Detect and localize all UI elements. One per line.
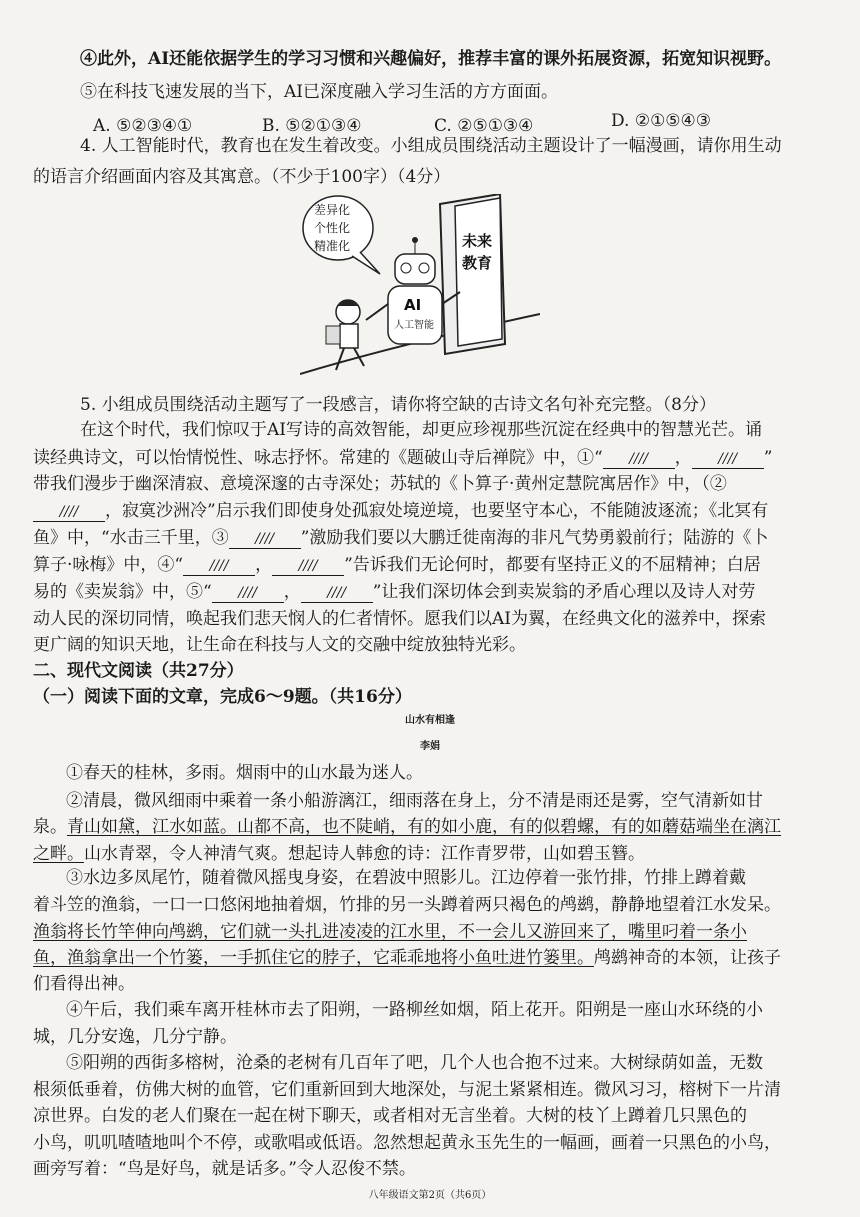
section-heading: 二、现代文阅读（共27分） xyxy=(33,661,244,681)
q3-option-b: B. ⑤②①③④ xyxy=(262,116,362,136)
q4-prompt-line2: 的语言介绍画面内容及其寓意。（不少于100字）（4分） xyxy=(33,167,451,187)
blank-5a[interactable]: //// xyxy=(212,584,284,603)
para-4-line-1: ④午后，我们乘车离开桂林市去了阳朔，一路柳丝如烟，陌上花开。阳朔是一座山水环绕的小 xyxy=(66,1000,763,1020)
q5-line-5: 鱼》中，“水击三千里，③ //// ”激励我们要以大鹏迁徙南海的非凡气势勇毅前行；陆游的《卜 xyxy=(33,528,769,548)
para-5-line-1: ⑤阳朔的西街多榕树，沧桑的老树有几百年了吧，几个人也合抱不过来。大树绿荫如盖，无数 xyxy=(66,1053,763,1073)
para-3-line-1: ③水边多凤尾竹，随着微风摇曳身姿，在碧波中照影儿。江边停着一张竹排，竹排上蹲着戴 xyxy=(66,868,746,888)
education-cartoon xyxy=(300,194,540,388)
door xyxy=(455,198,502,346)
q5-line-9: 更广阔的知识天地，让生命在科技与人文的交融中绽放独特光彩。 xyxy=(33,635,526,655)
blank-2[interactable]: //// xyxy=(33,503,105,522)
door-text-1: 未来 xyxy=(462,232,493,250)
section-subheading: （一）阅读下面的文章，完成6～9题。（共16分） xyxy=(33,687,412,707)
robot-badge: AI xyxy=(404,296,422,314)
q5-prompt: 5. 小组成员围绕活动主题写了一段感言，请你将空缺的古诗文名句补充完整。（8分） xyxy=(80,395,716,415)
bubble-line-3: 精准化 xyxy=(314,239,351,253)
robot-caption: 人工智能 xyxy=(394,320,434,331)
blank-1a[interactable]: //// xyxy=(603,450,675,469)
q3-option-c: C. ②⑤①③④ xyxy=(434,116,534,136)
blank-3[interactable]: //// xyxy=(229,530,301,549)
para-3-line-4: 鱼，渔翁拿出一个竹篓，一手抓住它的脖子，它乖乖地将小鱼吐进竹篓里。鸬鹚神奇的本领，让孩子 xyxy=(33,948,781,968)
q3-option-d: D. ②①⑤④③ xyxy=(611,111,712,131)
para-5-line-3: 凉世界。白发的老人们聚在一起在树下聊天，或者相对无言坐着。大树的枝丫上蹲着几只黑色的 xyxy=(33,1106,747,1126)
para-5-line-4: 小鸟，叽叽喳喳地叫个不停，或歌唱或低语。忽然想起黄永玉先生的一幅画，画着一只黑色的小鸟， xyxy=(33,1133,781,1153)
bleed-through xyxy=(30,225,217,250)
q5-line-3: 带我们漫步于幽深清寂、意境深邃的古寺深处；苏轼的《卜算子·黄州定慧院寓居作》中，（② xyxy=(33,474,727,494)
student-figure xyxy=(326,300,364,370)
para-2-line-3: 之畔。山水青翠，令人神清气爽。想起诗人韩愈的诗：江作青罗带，山如碧玉簪。 xyxy=(33,844,645,864)
para-3-line-5: 们看得出神。 xyxy=(33,974,135,994)
q5-line-8: 动人民的深切同情，唤起我们悲天悯人的仁者情怀。愿我们以AI为翼，在经典文化的滋养中，探索 xyxy=(33,609,766,629)
blank-5b[interactable]: //// xyxy=(301,584,373,603)
para-5-line-5: 画旁写着：“鸟是好鸟，就是话多。”令人忍俊不禁。 xyxy=(33,1159,416,1179)
bubble-line-2: 个性化 xyxy=(314,221,351,235)
para-2-line-1: ②清晨，微风细雨中乘着一条小船游漓江，细雨落在身上，分不清是雨还是雾，空气清新如甘 xyxy=(66,791,763,811)
q3-item-4: ④此外，AI还能依据学生的学习习惯和兴趣偏好，推荐丰富的课外拓展资源，拓宽知识视野。 xyxy=(80,49,782,69)
para-3-line-3: 渔翁将长竹竿伸向鸬鹚，它们就一头扎进凌凌的江水里，不一会儿又游回来了，嘴里叼着一条小 xyxy=(33,922,747,942)
blank-4a[interactable]: //// xyxy=(183,557,255,576)
q5-line-6: 算子·咏梅》中，④“ //// ， //// ”告诉我们无论何时，都要有坚持正义的不屈精神；白居 xyxy=(33,555,761,575)
q5-line-1: 在这个时代，我们惊叹于AI写诗的高效智能，却更应珍视那些沉淀在经典中的智慧光芒。诵 xyxy=(80,420,762,440)
blank-4b[interactable]: //// xyxy=(272,557,344,576)
article-title: 山水有相逢 xyxy=(405,715,455,726)
q5-line-4: //// ，寂寞沙洲冷”启示我们即使身处孤寂处境逆境，也要坚守本心，不能随波逐流；《北冥有 xyxy=(33,499,768,523)
q3-item-5: ⑤在科技飞速发展的当下，AI已深度融入学习生活的方方面面。 xyxy=(80,82,558,102)
underlined-sentence-2: 鱼，渔翁拿出一个竹篓，一手抓住它的脖子，它乖乖地将小鱼吐进竹篓里。 xyxy=(33,948,594,968)
bubble-line-1: 差异化 xyxy=(314,203,351,217)
door-text-2: 教育 xyxy=(462,254,493,272)
q5-line-7: 易的《卖炭翁》中，⑤“ //// ， //// ”让我们深切体会到卖炭翁的矛盾心理以及诗人对劳 xyxy=(33,582,756,602)
q4-prompt-line1: 4. 人工智能时代，教育也在发生着改变。小组成员围绕活动主题设计了一幅漫画，请你用生动 xyxy=(80,136,782,156)
q5-line-2: 读经典诗文，可以怡情悦性、咏志抒怀。常建的《题破山寺后禅院》中，①“ //// ， //// ” xyxy=(33,448,773,468)
para-4-line-2: 城，几分安逸，几分宁静。 xyxy=(33,1027,237,1047)
para-1: ①春天的桂林，多雨。烟雨中的山水最为迷人。 xyxy=(66,763,423,783)
blank-1b[interactable]: //// xyxy=(692,450,764,469)
article-author: 李娟 xyxy=(420,741,440,752)
underlined-sentence-1: 青山如黛，江水如蓝。山都不高，也不陡峭，有的如小鹿，有的似碧螺，有的如蘑菇端坐在漓江 xyxy=(67,817,781,837)
para-2-line-2: 泉。青山如黛，江水如蓝。山都不高，也不陡峭，有的如小鹿，有的似碧螺，有的如蘑菇端坐在漓江 xyxy=(33,817,781,837)
para-3-line-2: 着斗笠的渔翁，一口一口悠闲地抽着烟，竹排的另一头蹲着两只褐色的鸬鹚，静静地望着江水发呆。 xyxy=(33,895,781,915)
q3-option-a: A. ⑤②③④① xyxy=(93,116,193,136)
para-5-line-2: 根须低垂着，仿佛大树的血管，它们重新回到大地深处，与泥土紧紧相连。微风习习，榕树下一片清 xyxy=(33,1080,781,1100)
page-footer: 八年级语文第2页（共6页） xyxy=(368,1190,492,1201)
